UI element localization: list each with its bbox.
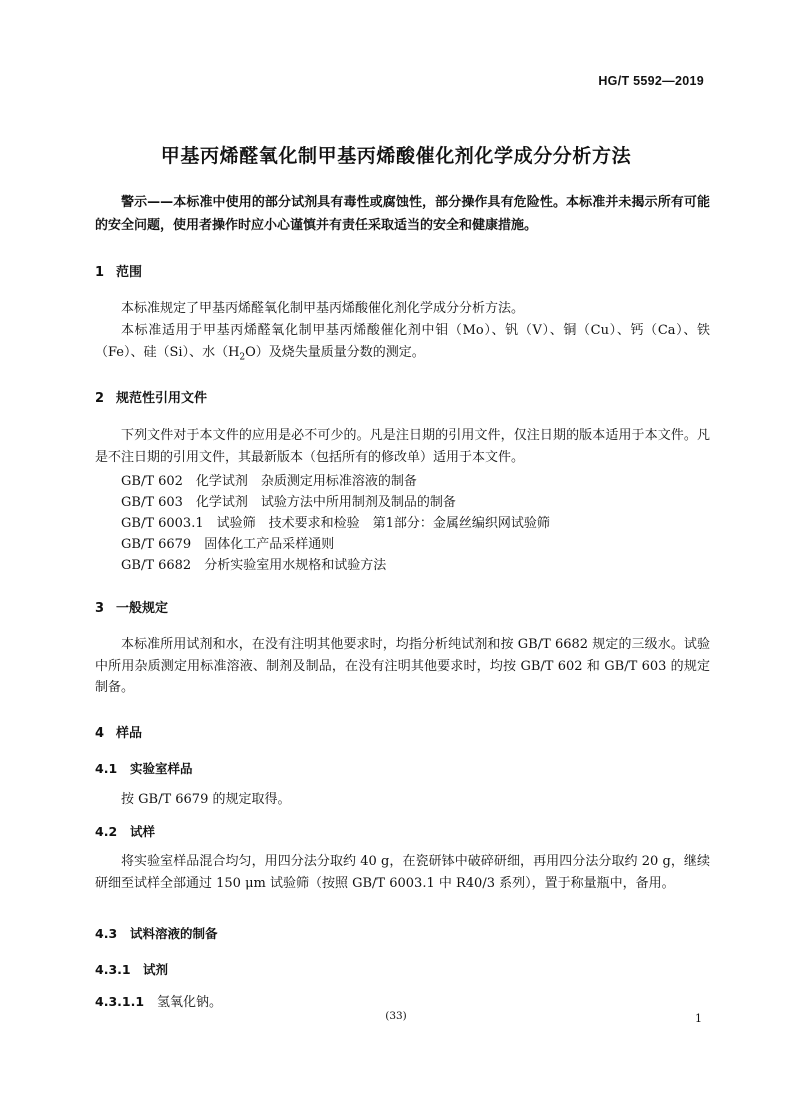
- subsection-4-3-1-1: [95, 991, 222, 1010]
- section-title: 范围: [116, 265, 143, 280]
- subsection-number: 4.3.1: [95, 962, 131, 977]
- subsection-number: 4.3.1.1: [95, 994, 145, 1009]
- subsection-number: 4.3: [95, 926, 118, 941]
- subsection-text: 氢氧化钠。: [157, 995, 223, 1010]
- section-1-heading: [95, 261, 142, 280]
- warning-text: 警示——本标准中使用的部分试剂具有毒性或腐蚀性，部分操作具有危险性。本标准并未揭示所有可能的安全问题，使用者操作时应小心谨慎并有责任采取适当的安全和健康措施。: [95, 195, 710, 233]
- section-title: 样品: [116, 726, 143, 741]
- page-title: 甲基丙烯醛氧化制甲基丙烯酸催化剂化学成分分析方法: [160, 145, 632, 167]
- scope-text-end: O）及烧失量质量分数的测定。: [245, 344, 425, 360]
- subsection-title: 试料溶液的制备: [130, 926, 218, 941]
- section-number: 2: [95, 391, 105, 406]
- section-number: 1: [95, 265, 105, 280]
- subsection-number: 4.2: [95, 824, 118, 839]
- subsection-title: 试剂: [143, 962, 169, 977]
- subsection-4-2-text: 将实验室样品混合均匀，用四分法分取约 40 g，在瓷研钵中破碎研细，再用四分法分取约 20 g，继续研细至试样全部通过 150 μm 试验筛（按照 GB/T 6003.1 中 R40/3 系列），置于称量瓶中，备用。: [95, 854, 710, 891]
- reference-item: GB/T 6682 分析实验室用水规格和试验方法: [121, 558, 387, 573]
- general-paragraph: 本标准所用试剂和水，在没有注明其他要求时，均指分析纯试剂和按 GB/T 6682 规定的三级水。试验中所用杂质测定用标准溶液、制剂及制品，在没有注明其他要求时，均按 GB/T 602 和 GB/T 603 的规定制备。: [95, 637, 710, 695]
- footer-page-code: (33): [385, 1010, 407, 1022]
- normative-intro: 下列文件对于本文件的应用是必不可少的。凡是注日期的引用文件，仅注日期的版本适用于本文件。凡是不注日期的引用文件，其最新版本（包括所有的修改单）适用于本文件。: [95, 428, 710, 465]
- scope-paragraph-1: 本标准规定了甲基丙烯醛氧化制甲基丙烯酸催化剂化学成分分析方法。: [121, 301, 525, 316]
- subsection-4-1-heading: [95, 759, 193, 777]
- subscript: 2: [239, 352, 246, 363]
- section-4-heading: [95, 722, 142, 741]
- standard-number: HG/T 5592—2019: [598, 74, 704, 88]
- page-number: 1: [695, 1012, 702, 1025]
- section-title: 规范性引用文件: [116, 391, 208, 406]
- section-number: 3: [95, 601, 105, 616]
- reference-item: GB/T 6003.1 试验筛 技术要求和检验 第1部分：金属丝编织网试验筛: [121, 516, 550, 531]
- subsection-4-1-text: 按 GB/T 6679 的规定取得。: [121, 792, 291, 807]
- subsection-title: 试样: [130, 824, 156, 839]
- subsection-4-3-heading: [95, 924, 218, 942]
- reference-item: GB/T 602 化学试剂 杂质测定用标准溶液的制备: [121, 474, 417, 489]
- subsection-4-3-1-heading: [95, 960, 168, 978]
- section-number: 4: [95, 726, 105, 741]
- subsection-4-2-heading: [95, 822, 155, 840]
- scope-paragraph-2: [95, 320, 710, 369]
- subsection-title: 实验室样品: [130, 761, 193, 776]
- section-3-heading: [95, 597, 168, 616]
- reference-item: GB/T 6679 固体化工产品采样通则: [121, 537, 335, 552]
- section-2-heading: [95, 387, 207, 406]
- reference-item: GB/T 603 化学试剂 试验方法中所用制剂及制品的制备: [121, 495, 456, 510]
- subsection-number: 4.1: [95, 761, 118, 776]
- section-title: 一般规定: [116, 601, 169, 616]
- scope-text: 本标准适用于甲基丙烯醛氧化制甲基丙烯酸催化剂中钼（Mo）、钒（V）、铜（Cu）、钙（Ca）、铁（Fe）、硅（Si）、水（H: [95, 323, 710, 360]
